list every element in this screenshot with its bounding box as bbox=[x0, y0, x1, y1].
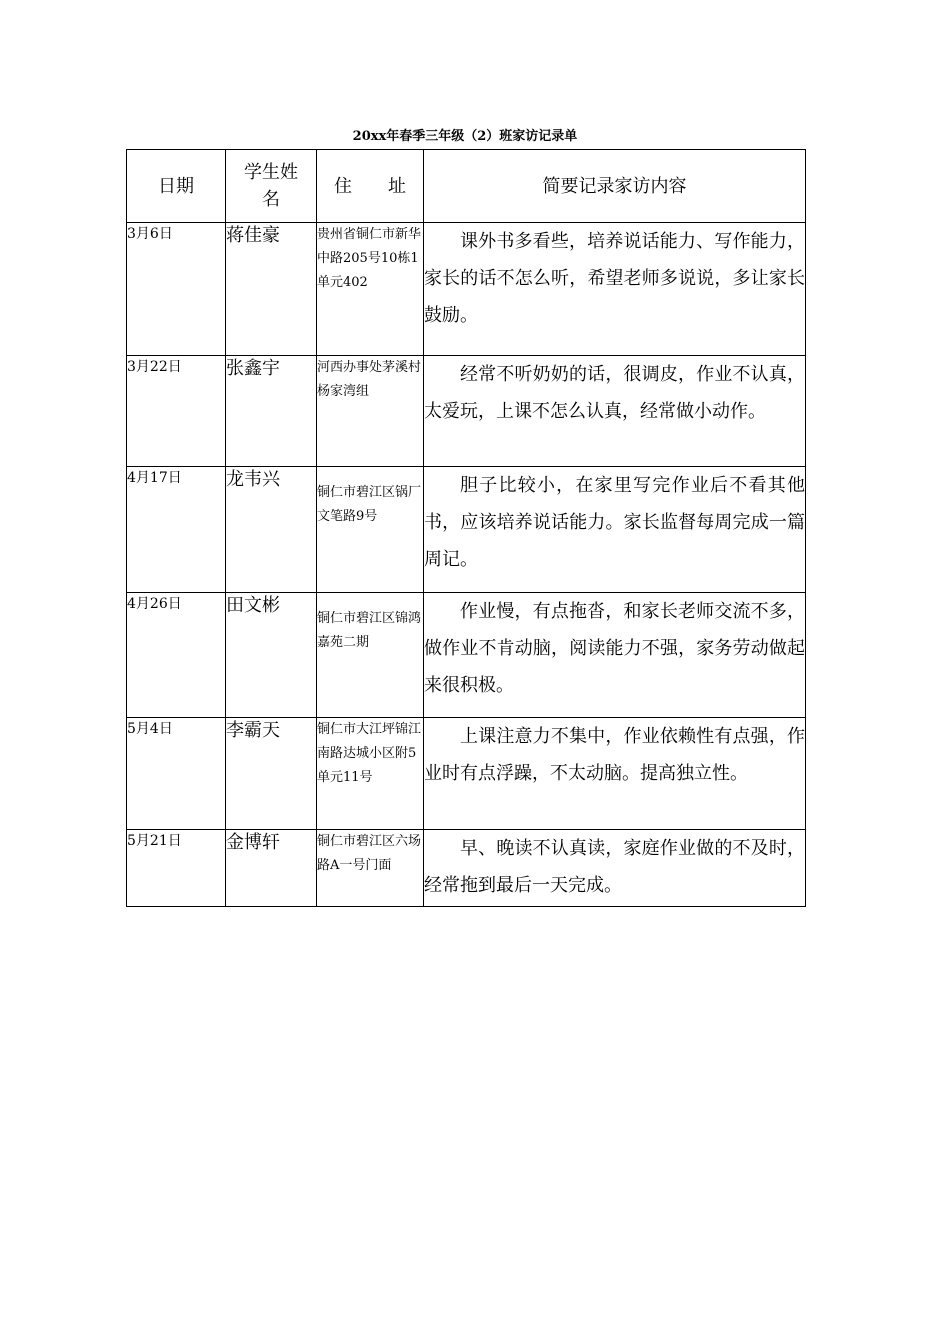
cell-date: 4月17日 bbox=[127, 467, 226, 593]
header-student-label: 学生姓名 bbox=[244, 162, 298, 210]
cell-address: 贵州省铜仁市新华中路205号10栋1单元402 bbox=[317, 223, 424, 356]
cell-notes: 经常不听奶奶的话，很调皮，作业不认真，太爱玩，上课不怎么认真，经常做小动作。 bbox=[424, 356, 806, 467]
cell-notes: 早、晚读不认真读，家庭作业做的不及时，经常拖到最后一天完成。 bbox=[424, 830, 806, 907]
cell-student: 李霸天 bbox=[226, 718, 317, 830]
cell-notes: 作业慢，有点拖沓，和家长老师交流不多，做作业不肯动脑，阅读能力不强，家务劳动做起来很积极。 bbox=[424, 593, 806, 718]
cell-address: 铜仁市碧江区锦鸿嘉苑二期 bbox=[317, 593, 424, 718]
header-address: 住 址 bbox=[317, 150, 424, 223]
cell-date: 5月4日 bbox=[127, 718, 226, 830]
cell-notes: 胆子比较小，在家里写完作业后不看其他书，应该培养说话能力。家长监督每周完成一篇周记。 bbox=[424, 467, 806, 593]
table-row bbox=[127, 223, 806, 356]
cell-date: 4月26日 bbox=[127, 593, 226, 718]
table-row bbox=[127, 718, 806, 830]
table-row bbox=[127, 467, 806, 593]
header-student bbox=[226, 150, 317, 223]
table-row bbox=[127, 593, 806, 718]
home-visit-table bbox=[126, 149, 806, 907]
cell-address: 河西办事处茅溪村杨家湾组 bbox=[317, 356, 424, 467]
cell-notes: 上课注意力不集中，作业依赖性有点强，作业时有点浮躁，不太动脑。提高独立性。 bbox=[424, 718, 806, 830]
cell-student: 田文彬 bbox=[226, 593, 317, 718]
cell-student: 金博轩 bbox=[226, 830, 317, 907]
header-notes: 简要记录家访内容 bbox=[424, 150, 806, 223]
cell-date: 3月22日 bbox=[127, 356, 226, 467]
cell-student: 龙韦兴 bbox=[226, 467, 317, 593]
table-header-row bbox=[127, 150, 806, 223]
cell-student: 蒋佳豪 bbox=[226, 223, 317, 356]
page-title: 20xx年春季三年级（2）班家访记录单 bbox=[352, 129, 578, 144]
cell-notes: 课外书多看些，培养说话能力、写作能力，家长的话不怎么听，希望老师多说说，多让家长鼓励。 bbox=[424, 223, 806, 356]
cell-student: 张鑫宇 bbox=[226, 356, 317, 467]
cell-address: 铜仁市碧江区六场路A一号门面 bbox=[317, 830, 424, 907]
cell-address: 铜仁市大江坪锦江南路达城小区附5单元11号 bbox=[317, 718, 424, 830]
table-row bbox=[127, 356, 806, 467]
cell-date: 3月6日 bbox=[127, 223, 226, 356]
header-date: 日期 bbox=[127, 150, 226, 223]
cell-address: 铜仁市碧江区锅厂文笔路9号 bbox=[317, 467, 424, 593]
cell-date: 5月21日 bbox=[127, 830, 226, 907]
table-row bbox=[127, 830, 806, 907]
